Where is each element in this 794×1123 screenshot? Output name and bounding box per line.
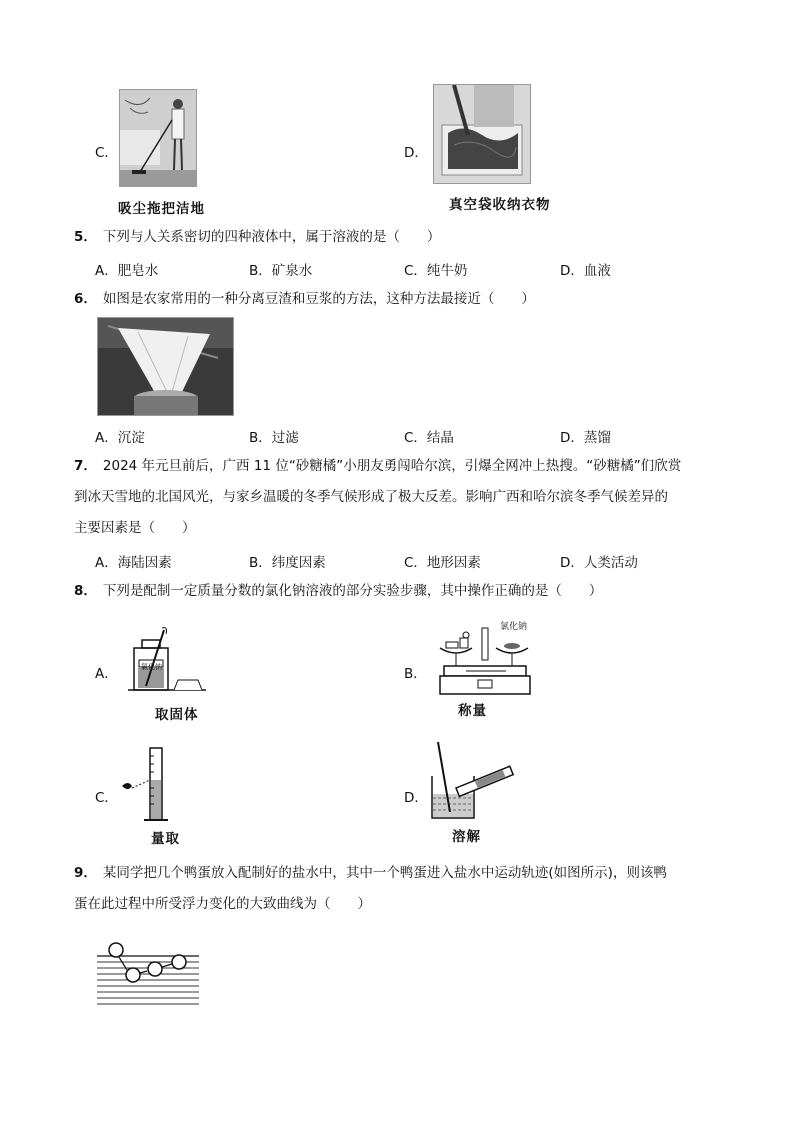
egg-trajectory-diagram — [95, 940, 205, 1008]
q5-option-d[interactable]: D．血液 — [560, 263, 611, 279]
question-7 — [74, 456, 681, 476]
q5-option-c[interactable]: C．纯牛奶 — [404, 263, 468, 279]
q7-option-d[interactable]: D．人类活动 — [560, 555, 638, 571]
question-number: 8． — [74, 583, 97, 599]
sodium-chloride-tag: 氯化钠 — [500, 622, 528, 632]
q6-option-a[interactable]: A．沉淀 — [95, 430, 145, 446]
q6-option-c[interactable]: C．结晶 — [404, 430, 454, 446]
q7-option-b[interactable]: B．纬度因素 — [249, 555, 326, 571]
q8-option-c-caption: 量取 — [151, 831, 180, 847]
question-7-line3: 主要因素是（ ） — [74, 520, 196, 536]
q5-option-a[interactable]: A．肥皂水 — [95, 263, 159, 279]
q8-option-b-label[interactable]: B． — [404, 666, 427, 682]
question-text: 如图是农家常用的一种分离豆渣和豆浆的方法，这种方法最接近（ ） — [102, 291, 535, 307]
q8-option-a-caption: 取固体 — [155, 707, 199, 723]
q8-option-a-label[interactable]: A． — [95, 666, 118, 682]
question-7-line2: 到冰天雪地的北国风光，与家乡温暖的冬季气候形成了极大反差。影响广西和哈尔滨冬季气候差异的 — [74, 489, 668, 505]
take-solid-diagram — [128, 626, 208, 694]
question-text-line1: 2024 年元旦前后，广西 11 位“砂糖橘”小朋友勇闯哈尔滨，引爆全网冲上热搜。“砂糖橘”们欣赏 — [102, 458, 682, 474]
bottle-label: 氯化钠 — [141, 663, 162, 671]
q7-option-c[interactable]: C．地形因素 — [404, 555, 481, 571]
question-8 — [74, 581, 602, 601]
q6-option-b[interactable]: B．过滤 — [249, 430, 299, 446]
measuring-cylinder-diagram — [118, 746, 178, 824]
question-text: 下列与人关系密切的四种液体中，属于溶液的是（ ） — [102, 229, 441, 245]
vacuum-mop-photo — [119, 89, 197, 187]
q8-option-c-label[interactable]: C． — [95, 790, 118, 806]
question-9-line2: 蛋在此过程中所受浮力变化的大致曲线为（ ） — [74, 896, 371, 912]
q8-option-d-label[interactable]: D． — [404, 790, 428, 806]
q4-option-c-label: C． — [95, 145, 118, 161]
q8-option-b-caption: 称量 — [458, 703, 487, 719]
q4-option-d-label: D． — [404, 145, 428, 161]
question-9 — [74, 863, 667, 883]
q4-option-d-caption: 真空袋收纳衣物 — [449, 197, 551, 213]
q8-option-d-caption: 溶解 — [452, 829, 481, 845]
tofu-filter-photo — [97, 317, 234, 416]
q5-option-b[interactable]: B．矿泉水 — [249, 263, 313, 279]
q4-option-c-caption: 吸尘拖把洁地 — [118, 201, 205, 217]
q7-option-a[interactable]: A．海陆因素 — [95, 555, 172, 571]
question-5 — [74, 227, 440, 247]
question-number: 9． — [74, 865, 97, 881]
question-6 — [74, 289, 535, 309]
vacuum-bag-photo — [433, 84, 531, 184]
dissolving-diagram — [426, 740, 516, 822]
question-text-line1: 某同学把几个鸭蛋放入配制好的盐水中，其中一个鸭蛋进入盐水中运动轨迹(如图所示)，则该鸭 — [102, 865, 667, 881]
question-number: 6． — [74, 291, 97, 307]
question-number: 5． — [74, 229, 97, 245]
question-number: 7． — [74, 458, 97, 474]
question-text: 下列是配制一定质量分数的氯化钠溶液的部分实验步骤，其中操作正确的是（ ） — [102, 583, 603, 599]
q6-option-d[interactable]: D．蒸馏 — [560, 430, 611, 446]
